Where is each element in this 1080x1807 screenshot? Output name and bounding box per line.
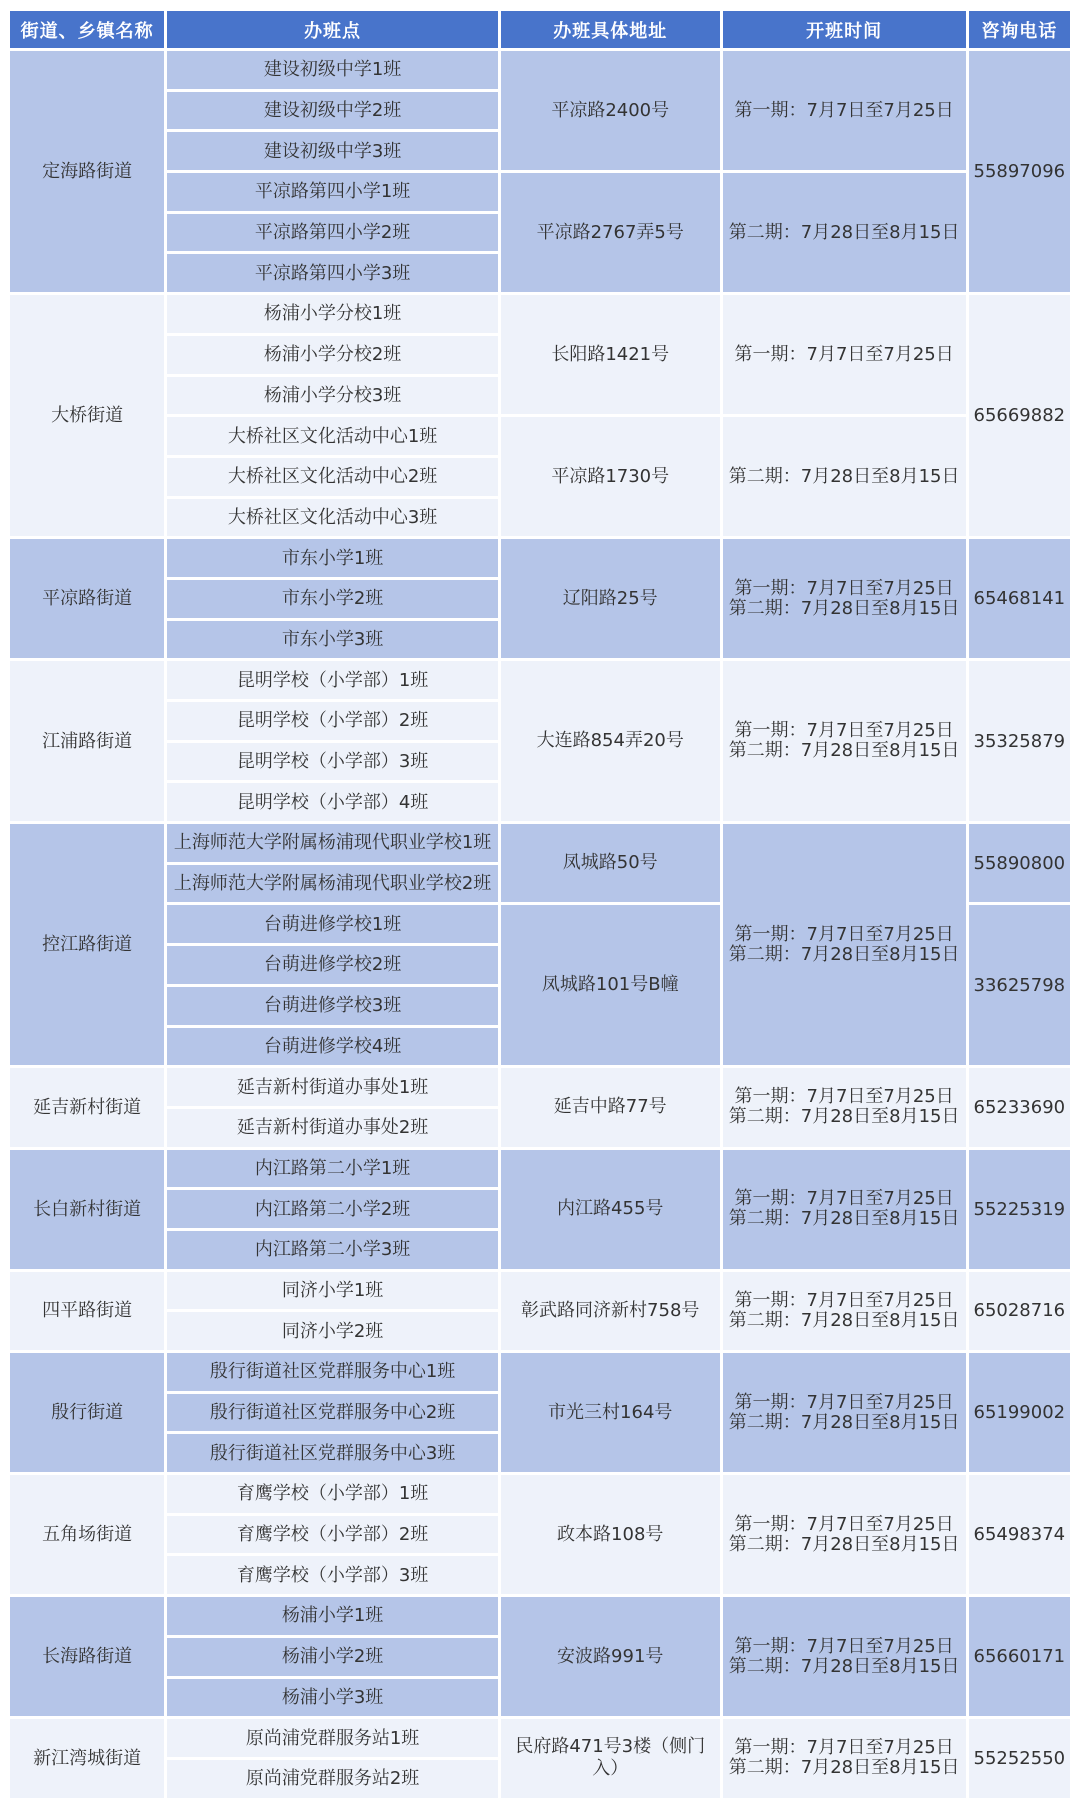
class-address: 市光三村164号	[501, 1353, 720, 1472]
class-site: 内江路第二小学2班	[167, 1190, 498, 1228]
district-name: 长海路街道	[10, 1597, 164, 1716]
class-period: 第一期：7月7日至7月25日 第二期：7月28日至8月15日	[723, 1272, 966, 1350]
class-address: 安波路991号	[501, 1597, 720, 1716]
class-site: 同济小学2班	[167, 1312, 498, 1350]
class-site: 育鹰学校（小学部）1班	[167, 1475, 498, 1513]
class-site: 育鹰学校（小学部）3班	[167, 1556, 498, 1594]
class-site: 昆明学校（小学部）4班	[167, 783, 498, 821]
class-site: 平凉路第四小学1班	[167, 173, 498, 211]
contact-phone: 65498374	[969, 1475, 1070, 1594]
class-site: 大桥社区文化活动中心2班	[167, 458, 498, 496]
contact-phone: 33625798	[969, 905, 1070, 1065]
class-address: 大连路854弄20号	[501, 661, 720, 821]
class-period: 第一期：7月7日至7月25日 第二期：7月28日至8月15日	[723, 539, 966, 658]
class-address: 内江路455号	[501, 1150, 720, 1269]
schedule-container	[7, 8, 1073, 1801]
header-class-time: 开班时间	[723, 11, 966, 48]
district-name: 控江路街道	[10, 824, 164, 1065]
contact-phone: 65669882	[969, 295, 1070, 536]
class-site: 大桥社区文化活动中心3班	[167, 499, 498, 537]
class-address: 凤城路50号	[501, 824, 720, 902]
class-site: 育鹰学校（小学部）2班	[167, 1516, 498, 1554]
class-site: 昆明学校（小学部）2班	[167, 702, 498, 740]
district-name: 江浦路街道	[10, 661, 164, 821]
class-site: 杨浦小学3班	[167, 1679, 498, 1717]
class-period: 第一期：7月7日至7月25日	[723, 51, 966, 170]
class-site: 平凉路第四小学3班	[167, 254, 498, 292]
class-period: 第二期：7月28日至8月15日	[723, 417, 966, 536]
class-site: 台萌进修学校2班	[167, 946, 498, 984]
district-name: 五角场街道	[10, 1475, 164, 1594]
district-name: 大桥街道	[10, 295, 164, 536]
contact-phone: 65199002	[969, 1353, 1070, 1472]
district-name: 新江湾城街道	[10, 1719, 164, 1797]
class-address: 凤城路101号B幢	[501, 905, 720, 1065]
class-site: 原尚浦党群服务站1班	[167, 1719, 498, 1757]
class-site: 台萌进修学校3班	[167, 987, 498, 1025]
class-site: 杨浦小学2班	[167, 1638, 498, 1676]
class-address: 长阳路1421号	[501, 295, 720, 414]
class-period: 第一期：7月7日至7月25日 第二期：7月28日至8月15日	[723, 1068, 966, 1146]
class-period: 第一期：7月7日至7月25日 第二期：7月28日至8月15日	[723, 1353, 966, 1472]
class-period: 第一期：7月7日至7月25日 第二期：7月28日至8月15日	[723, 824, 966, 1065]
contact-phone: 55890800	[969, 824, 1070, 902]
header-phone: 咨询电话	[969, 11, 1070, 48]
class-address: 民府路471号3楼（侧门入）	[501, 1719, 720, 1797]
class-site: 殷行街道社区党群服务中心1班	[167, 1353, 498, 1391]
class-site: 同济小学1班	[167, 1272, 498, 1310]
class-site: 平凉路第四小学2班	[167, 214, 498, 252]
class-site: 延吉新村街道办事处2班	[167, 1109, 498, 1147]
table-row	[10, 539, 1070, 577]
table-row	[10, 173, 1070, 211]
table-row	[10, 1597, 1070, 1635]
contact-phone: 55225319	[969, 1150, 1070, 1269]
class-site: 上海师范大学附属杨浦现代职业学校1班	[167, 824, 498, 862]
class-site: 昆明学校（小学部）1班	[167, 661, 498, 699]
class-period: 第一期：7月7日至7月25日 第二期：7月28日至8月15日	[723, 1719, 966, 1797]
class-site: 市东小学3班	[167, 621, 498, 659]
contact-phone: 65468141	[969, 539, 1070, 658]
class-site: 大桥社区文化活动中心1班	[167, 417, 498, 455]
class-address: 彰武路同济新村758号	[501, 1272, 720, 1350]
class-site: 杨浦小学分校1班	[167, 295, 498, 333]
header-address: 办班具体地址	[501, 11, 720, 48]
district-name: 四平路街道	[10, 1272, 164, 1350]
class-site: 杨浦小学分校3班	[167, 377, 498, 415]
header-class-site: 办班点	[167, 11, 498, 48]
class-site: 殷行街道社区党群服务中心3班	[167, 1434, 498, 1472]
class-period: 第二期：7月28日至8月15日	[723, 173, 966, 292]
class-site: 台萌进修学校1班	[167, 905, 498, 943]
table-row	[10, 661, 1070, 699]
class-site: 内江路第二小学3班	[167, 1231, 498, 1269]
class-site: 市东小学2班	[167, 580, 498, 618]
table-row	[10, 51, 1070, 89]
table-row	[10, 1150, 1070, 1188]
class-address: 平凉路1730号	[501, 417, 720, 536]
class-site: 延吉新村街道办事处1班	[167, 1068, 498, 1106]
class-address: 辽阳路25号	[501, 539, 720, 658]
class-site: 上海师范大学附属杨浦现代职业学校2班	[167, 865, 498, 903]
contact-phone: 65233690	[969, 1068, 1070, 1146]
class-schedule-table	[7, 8, 1073, 1801]
class-address: 延吉中路77号	[501, 1068, 720, 1146]
class-site: 建设初级中学2班	[167, 92, 498, 130]
class-site: 建设初级中学3班	[167, 132, 498, 170]
contact-phone: 65660171	[969, 1597, 1070, 1716]
class-address: 平凉路2767弄5号	[501, 173, 720, 292]
class-site: 台萌进修学校4班	[167, 1028, 498, 1066]
district-name: 延吉新村街道	[10, 1068, 164, 1146]
table-row	[10, 1475, 1070, 1513]
class-site: 杨浦小学分校2班	[167, 336, 498, 374]
class-site: 杨浦小学1班	[167, 1597, 498, 1635]
class-period: 第一期：7月7日至7月25日 第二期：7月28日至8月15日	[723, 1597, 966, 1716]
contact-phone: 35325879	[969, 661, 1070, 821]
district-name: 殷行街道	[10, 1353, 164, 1472]
table-row	[10, 1068, 1070, 1106]
class-site: 内江路第二小学1班	[167, 1150, 498, 1188]
district-name: 平凉路街道	[10, 539, 164, 658]
header-district: 街道、乡镇名称	[10, 11, 164, 48]
district-name: 长白新村街道	[10, 1150, 164, 1269]
table-row	[10, 417, 1070, 455]
class-site: 市东小学1班	[167, 539, 498, 577]
contact-phone: 65028716	[969, 1272, 1070, 1350]
class-site: 殷行街道社区党群服务中心2班	[167, 1394, 498, 1432]
class-period: 第一期：7月7日至7月25日 第二期：7月28日至8月15日	[723, 1150, 966, 1269]
class-period: 第一期：7月7日至7月25日 第二期：7月28日至8月15日	[723, 1475, 966, 1594]
contact-phone: 55897096	[969, 51, 1070, 292]
table-row	[10, 1272, 1070, 1310]
class-period: 第一期：7月7日至7月25日 第二期：7月28日至8月15日	[723, 661, 966, 821]
class-site: 昆明学校（小学部）3班	[167, 743, 498, 781]
table-row	[10, 824, 1070, 862]
table-row	[10, 1353, 1070, 1391]
district-name: 定海路街道	[10, 51, 164, 292]
class-address: 政本路108号	[501, 1475, 720, 1594]
class-site: 原尚浦党群服务站2班	[167, 1760, 498, 1798]
class-address: 平凉路2400号	[501, 51, 720, 170]
class-period: 第一期：7月7日至7月25日	[723, 295, 966, 414]
contact-phone: 55252550	[969, 1719, 1070, 1797]
class-site: 建设初级中学1班	[167, 51, 498, 89]
header-row	[10, 11, 1070, 48]
schedule-body	[10, 51, 1070, 1798]
table-row	[10, 295, 1070, 333]
table-row	[10, 1719, 1070, 1757]
